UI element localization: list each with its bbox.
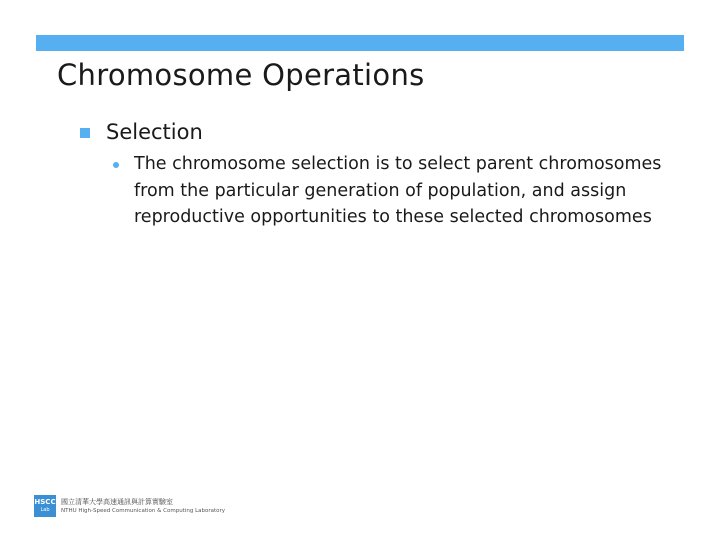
footer [34, 495, 225, 517]
title-accent-bar [36, 35, 684, 51]
bullet-level1 [80, 118, 203, 146]
slide-title: Chromosome Operations [57, 58, 425, 92]
dot-bullet-icon [113, 162, 119, 168]
bullet-level1-text: Selection [106, 120, 203, 144]
footer-org-english: NTHU High-Speed Communication & Computing Laboratory [61, 507, 226, 514]
footer-org-chinese: 國立清華大學高速通訊與計算實驗室 [61, 497, 173, 506]
bullet-level2-text: The chromosome selection is to select parent chromosomes from the particular generation of population, and assign reproductive opportunities to these selected chromosomes [134, 154, 662, 227]
footer-text [61, 497, 225, 516]
lab-logo-icon [34, 495, 56, 517]
bullet-level2 [113, 151, 673, 231]
logo-text-bottom: Lab [40, 507, 50, 513]
square-bullet-icon [80, 128, 90, 138]
logo-text-top: HSCC [34, 498, 56, 506]
